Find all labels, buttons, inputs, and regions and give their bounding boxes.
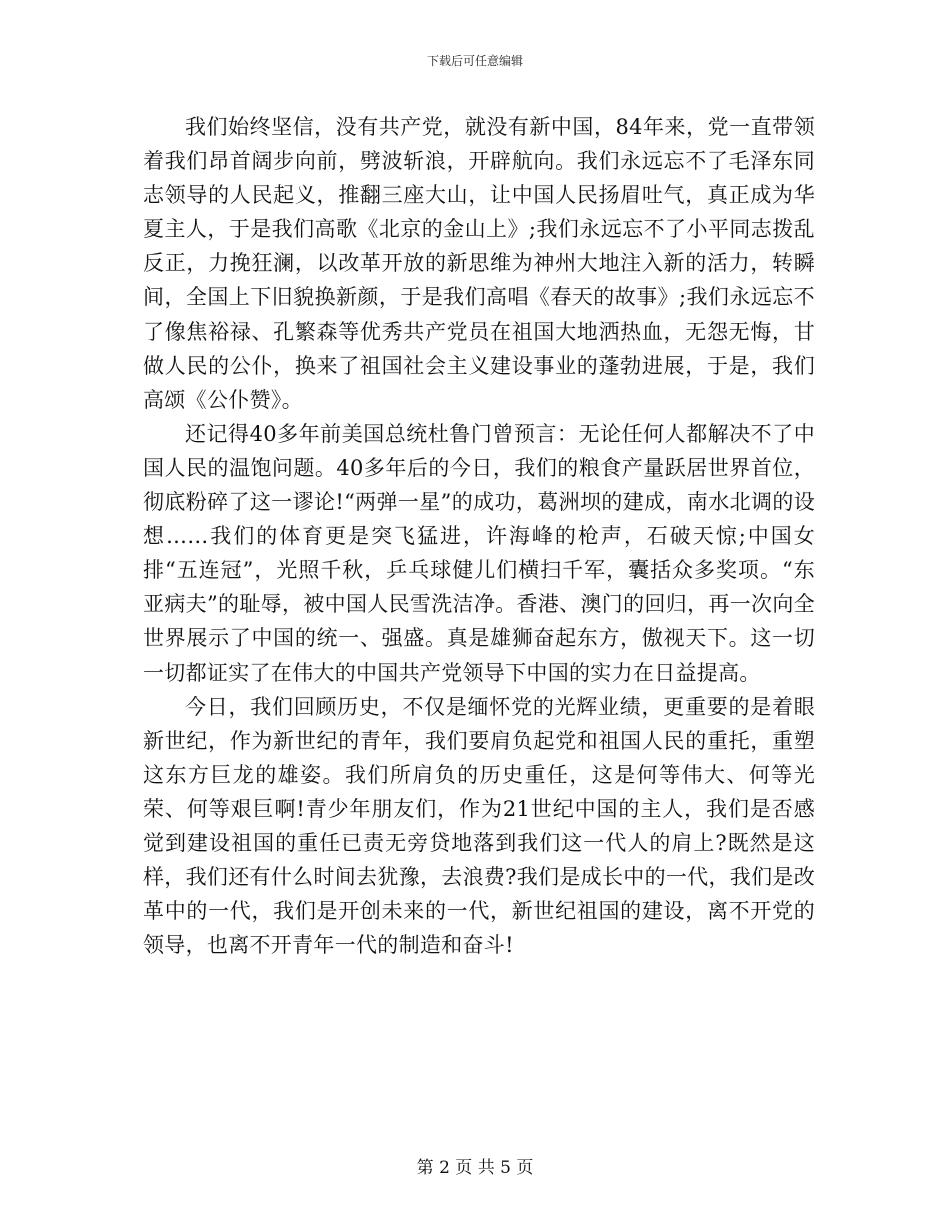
page-header: 下载后可任意编辑 xyxy=(426,54,523,68)
document-body xyxy=(143,110,815,962)
page-number: 第 2 页 共 5 页 xyxy=(416,1158,534,1178)
paragraph: 今日，我们回顾历史，不仅是缅怀党的光辉业绩，更重要的是着眼新世纪，作为新世纪的青年，我们要肩负起党和祖国人民的重托，重塑这东方巨龙的雄姿。我们所肩负的历史重任，这是何等伟大、何等光荣、何等艰巨啊!青少年朋友们，作为21世纪中国的主人，我们是否感觉到建设祖国的重任已责无旁贷地落到我们这一代人的肩上?既然是这样，我们还有什么时间去犹豫，去浪费?我们是成长中的一代，我们是改革中的一代，我们是开创未来的一代，新世纪祖国的建设，离不开党的领导，也离不开青年一代的制造和奋斗! xyxy=(143,694,815,958)
paragraph: 我们始终坚信，没有共产党，就没有新中国，84年来，党一直带领着我们昂首阔步向前，劈波斩浪，开辟航向。我们永远忘不了毛泽东同志领导的人民起义，推翻三座大山，让中国人民扬眉吐气，真正成为华夏主人，于是我们高歌《北京的金山上》;我们永远忘不了小平同志拨乱反正，力挽狂澜，以改革开放的新思维为神州大地注入新的活力，转瞬间，全国上下旧貌换新颜，于是我们高唱《春天的故事》;我们永远忘不了像焦裕禄、孔繁森等优秀共产党员在祖国大地洒热血，无怨无悔，甘做人民的公仆，换来了祖国社会主义建设事业的蓬勃进展，于是，我们高颂《公仆赞》。 xyxy=(143,115,815,412)
paragraph: 还记得40多年前美国总统杜鲁门曾预言：无论任何人都解决不了中国人民的温饱问题。40多年后的今日，我们的粮食产量跃居世界首位，彻底粉碎了这一谬论!“两弹一星”的成功，葛洲坝的建成，南水北调的设想……我们的体育更是突飞猛进，许海峰的枪声，石破天惊;中国女排“五连冠”，光照千秋，乒乓球健儿们横扫千军，囊括众多奖项。“东亚病夫”的耻辱，被中国人民雪洗洁净。香港、澳门的回归，再一次向全世界展示了中国的统一、强盛。真是雄狮奋起东方，傲视天下。这一切一切都证实了在伟大的中国共产党领导下中国的实力在日益提高。 xyxy=(143,421,815,685)
